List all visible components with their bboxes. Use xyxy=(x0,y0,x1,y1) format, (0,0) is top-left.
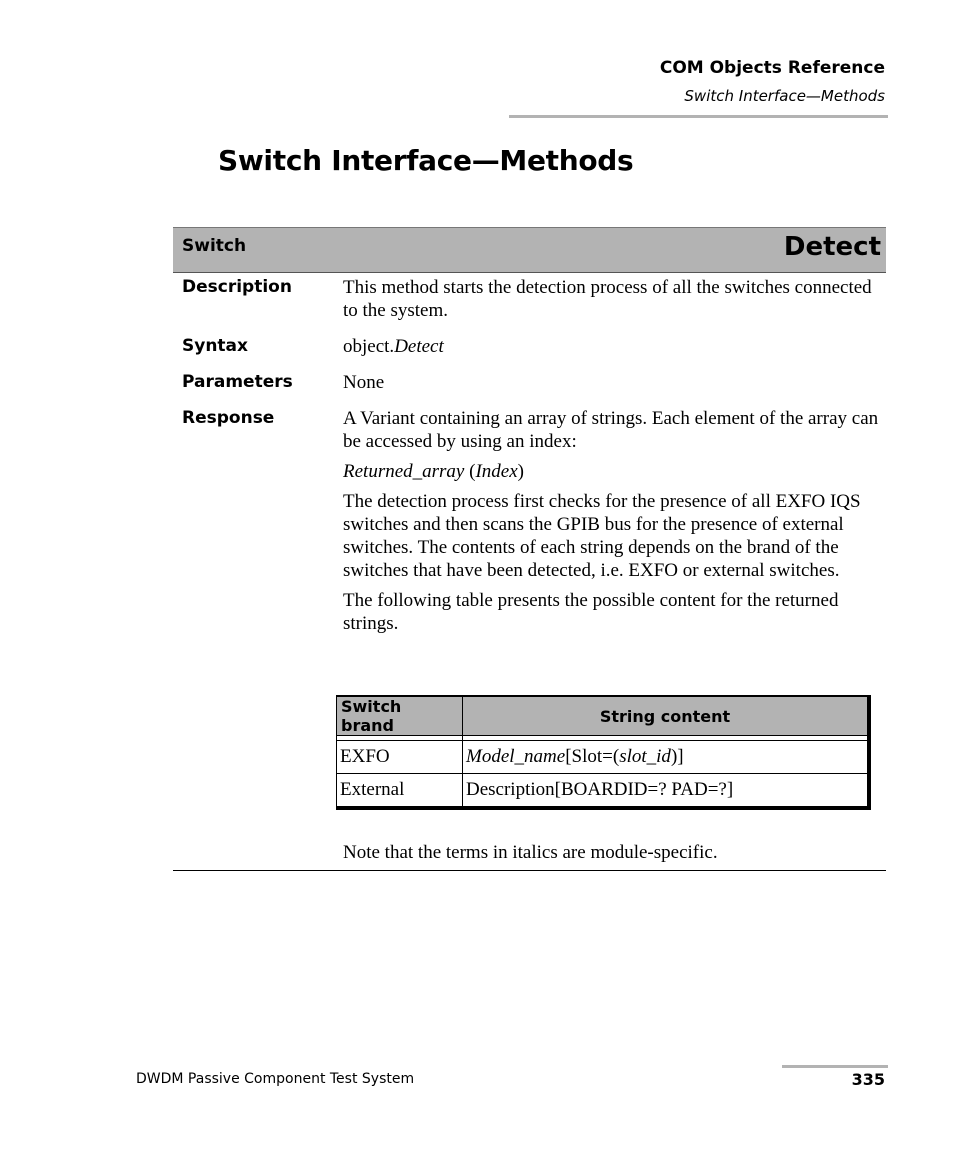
syntax-method: Detect xyxy=(394,336,444,357)
header-rule xyxy=(509,115,888,118)
description-label: Description xyxy=(182,277,292,297)
table-row xyxy=(337,741,870,774)
table-header-content: String content xyxy=(463,696,870,736)
response-paragraph-3: The following table presents the possible content for the returned strings. xyxy=(343,590,839,634)
syntax-prefix: object. xyxy=(343,336,395,357)
footer-rule xyxy=(782,1065,888,1068)
string-content-table xyxy=(336,695,871,810)
response-text xyxy=(343,407,883,635)
object-name: Switch xyxy=(182,236,247,256)
response-paragraph-2: The detection process first checks for the presence of all EXFO IQS switches and then scans the GPIB bus for the presence of external switches. The contents of each string depends on the brand of the switches that have been detected, i.e. EXFO or external switches. xyxy=(343,491,861,581)
parameters-label: Parameters xyxy=(182,372,293,392)
page-number: 335 xyxy=(851,1070,885,1089)
method-name: Detect xyxy=(783,232,881,262)
footer-document-title: DWDM Passive Component Test System xyxy=(136,1071,415,1087)
note-text: Note that the terms in italics are module-specific. xyxy=(343,842,718,863)
cell-content: Description[BOARDID=? PAD=?] xyxy=(463,774,870,809)
response-paragraph-1: A Variant containing an array of strings. Each element of the array can be accessed by using an index: xyxy=(343,408,879,452)
cell-content: Model_name[Slot=(slot_id)] xyxy=(463,741,870,774)
cell-brand: EXFO xyxy=(337,741,463,774)
method-band xyxy=(173,227,886,273)
table-header-row xyxy=(337,696,870,736)
response-label: Response xyxy=(182,408,275,428)
section-bottom-rule xyxy=(173,870,886,871)
cell-brand: External xyxy=(337,774,463,809)
syntax-label: Syntax xyxy=(182,336,248,356)
table-header-brand: Switch brand xyxy=(337,696,463,736)
response-expression: Returned_array (Index) xyxy=(343,461,524,482)
syntax-text xyxy=(343,335,883,358)
running-header-subtitle: Switch Interface—Methods xyxy=(684,87,885,105)
table-row xyxy=(337,774,870,809)
page-title: Switch Interface—Methods xyxy=(218,144,634,177)
parameters-text: None xyxy=(343,372,385,393)
running-header-title: COM Objects Reference xyxy=(659,58,885,78)
description-text: This method starts the detection process of all the switches connected to the system. xyxy=(343,277,872,321)
